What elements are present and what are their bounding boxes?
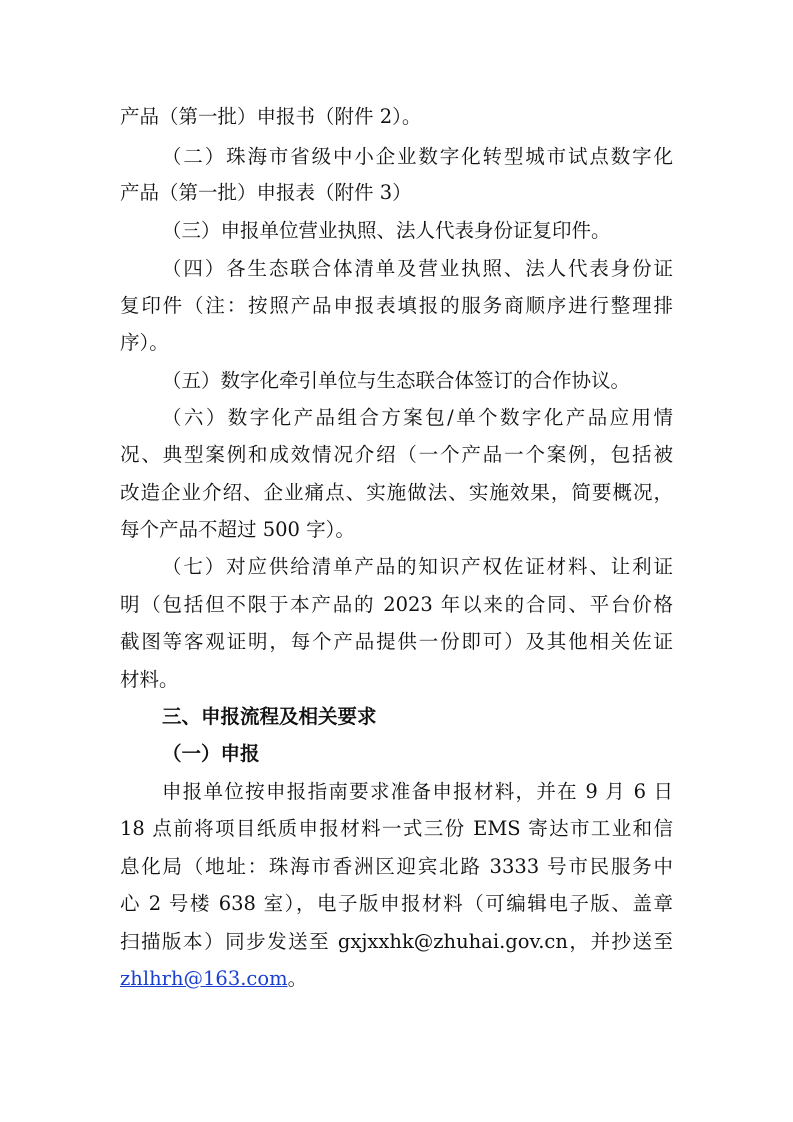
text-line: 况、典型案例和成效情况介绍（一个产品一个案例，包括被 xyxy=(120,443,673,466)
text-line: 改造企业介绍、企业痛点、实施做法、实施效果，简要概况， xyxy=(120,481,673,504)
text-line: 申报单位按申报指南要求准备申报材料，并在 9 月 6 日 xyxy=(162,780,673,803)
text-line: 扫描版本）同步发送至 gxjxxhk@zhuhai.gov.cn，并抄送至 xyxy=(120,930,673,953)
text-line: 序）。 xyxy=(120,331,169,354)
text-line xyxy=(120,966,673,992)
text-line: 18 点前将项目纸质申报材料一式三份 EMS 寄达市工业和信 xyxy=(120,817,673,840)
text-line: （五）数字化牵引单位与生态联合体签订的合作协议。 xyxy=(162,369,631,392)
text-line: 产品（第一批）申报书（附件 2）。 xyxy=(120,105,422,128)
subsection-heading: （一）申报 xyxy=(162,742,260,765)
text-line: （七）对应供给清单产品的知识产权佐证材料、让利证 xyxy=(162,555,673,578)
text-line: （六）数字化产品组合方案包/单个数字化产品应用情 xyxy=(162,406,673,429)
text-line: 复印件（注：按照产品申报表填报的服务商顺序进行整理排 xyxy=(120,294,673,317)
text-line: 息化局（地址：珠海市香洲区迎宾北路 3333 号市民服务中 xyxy=(120,855,673,878)
text-line: 截图等客观证明，每个产品提供一份即可）及其他相关佐证 xyxy=(120,630,673,653)
text-line: 产品（第一批）申报表（附件 3） xyxy=(120,181,412,204)
text-line: 明（包括但不限于本产品的 2023 年以来的合同、平台价格 xyxy=(120,593,673,616)
text-line: 材料。 xyxy=(120,668,179,691)
text-line: （四）各生态联合体清单及营业执照、法人代表身份证 xyxy=(162,257,673,280)
email-link[interactable]: zhlhrh@163.com xyxy=(120,967,288,990)
text-line: （二）珠海市省级中小企业数字化转型城市试点数字化 xyxy=(162,145,673,168)
text-line: （三）申报单位营业执照、法人代表身份证复印件。 xyxy=(162,219,611,242)
text-line: 心 2 号楼 638 室），电子版申报材料（可编辑电子版、盖章 xyxy=(120,892,673,915)
text-line: 每个产品不超过 500 字）。 xyxy=(120,518,355,541)
section-heading: 三、申报流程及相关要求 xyxy=(162,705,377,728)
trailing-punctuation: 。 xyxy=(287,967,308,990)
